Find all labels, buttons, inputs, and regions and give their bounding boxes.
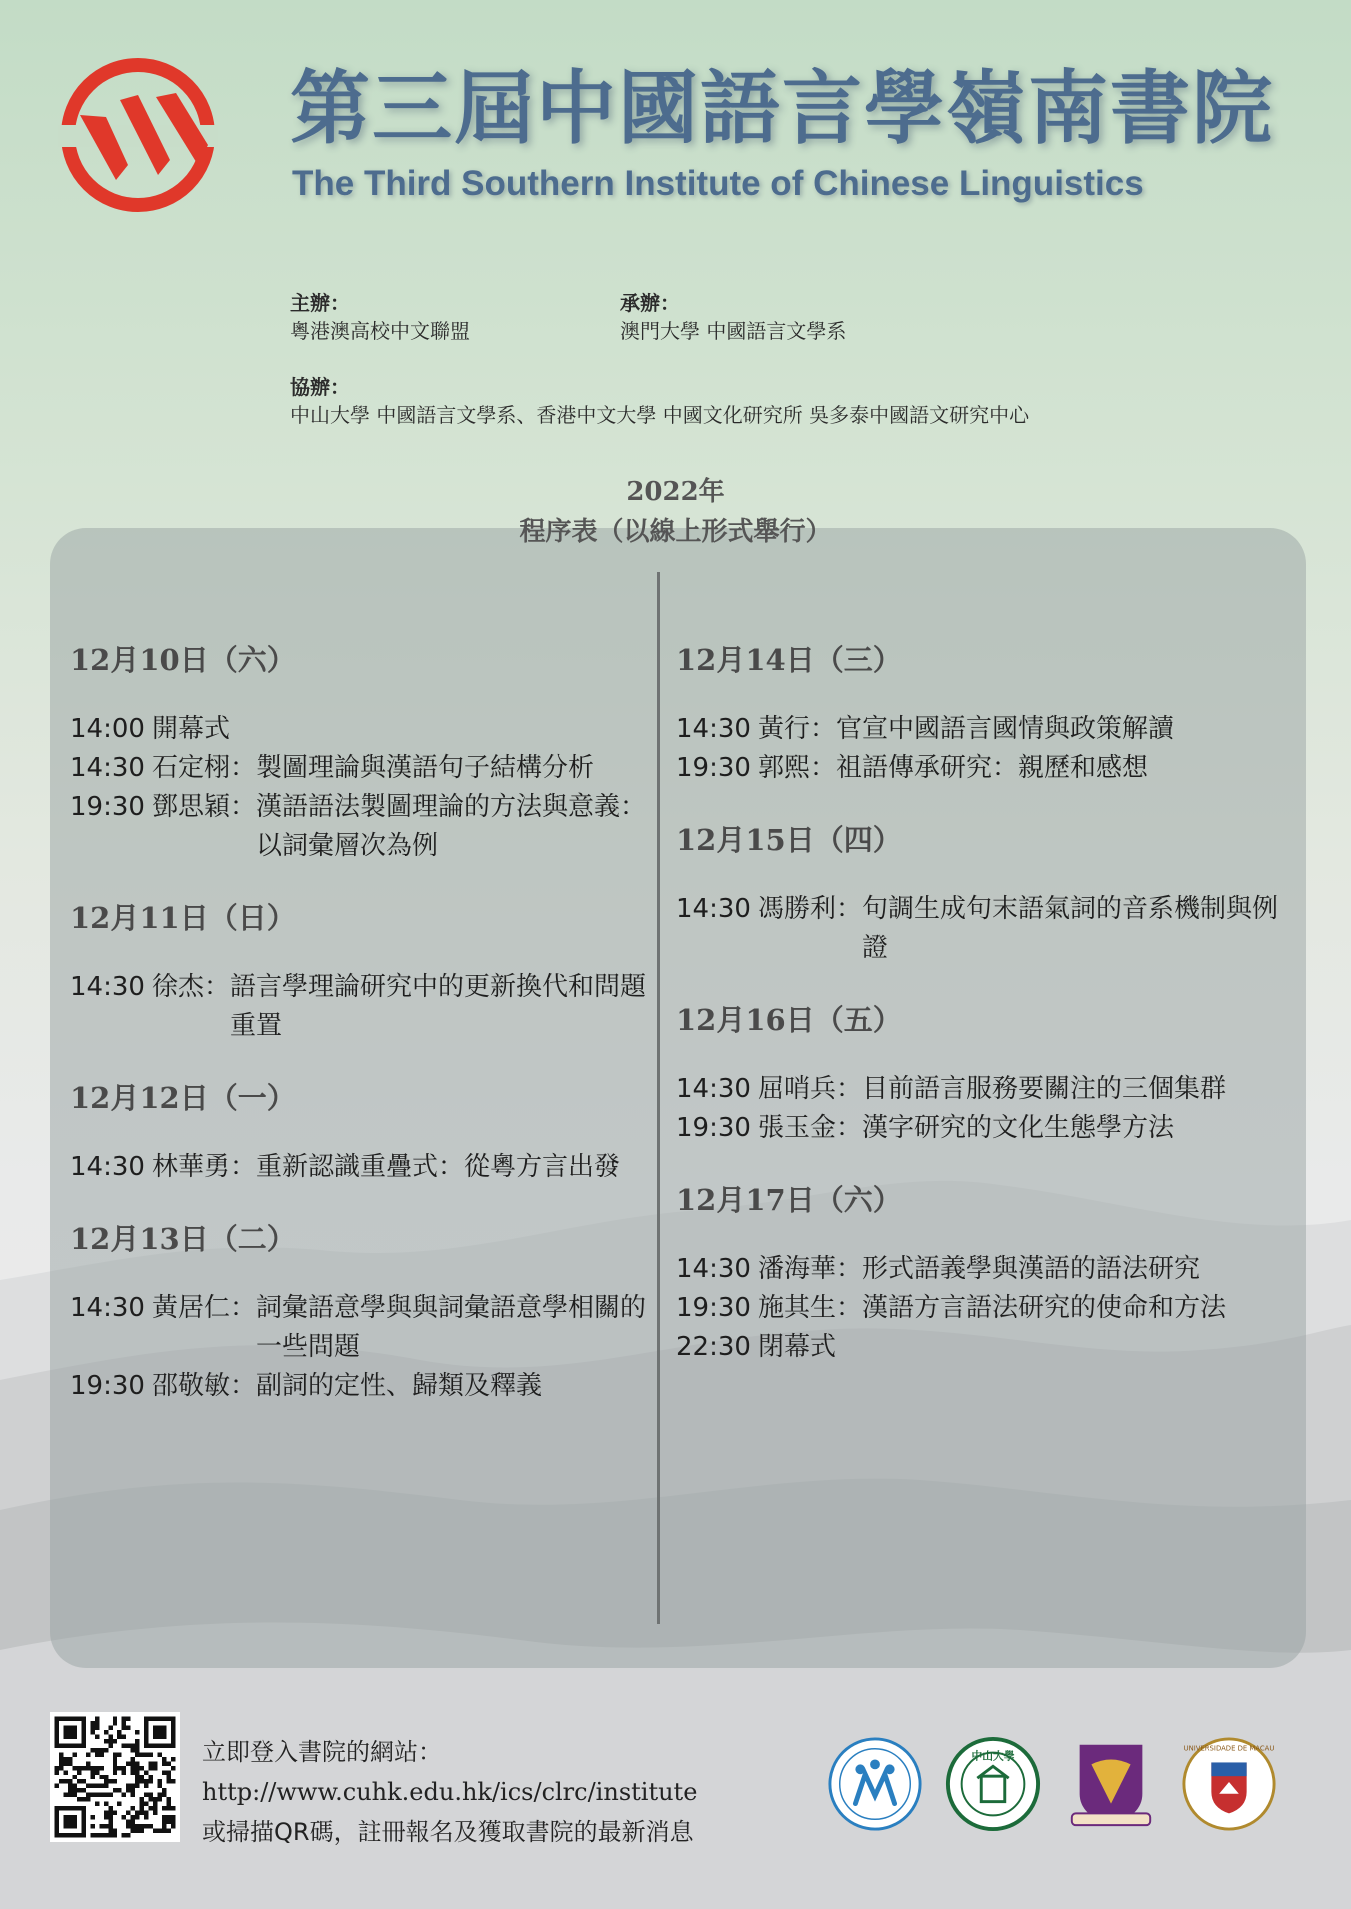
day-heading: 12月15日（四） <box>676 823 902 857</box>
sysu-logo <box>944 1735 1042 1833</box>
event-row <box>676 890 1296 968</box>
event-row <box>70 1148 650 1187</box>
event-list <box>676 1070 1296 1148</box>
event-topic: 詞彙語意學與與詞彙語意學相關的一些問題 <box>256 1293 647 1362</box>
co-organizer-label: 協辦： <box>290 375 350 399</box>
event-time: 22:30 <box>676 1332 751 1362</box>
co-organizer-value: 中山大學 中國語言文學系、香港中文大學 中國文化研究所 吳多泰中國語文研究中心 <box>290 403 1030 427</box>
organizer-label: 承辦： <box>620 291 680 315</box>
host-value: 粵港澳高校中文聯盟 <box>290 319 470 343</box>
event-time: 14:30 <box>676 894 751 924</box>
event-time: 14:30 <box>70 1293 145 1323</box>
event-time: 19:30 <box>70 792 145 822</box>
schedule-column-left <box>70 640 650 1438</box>
event-time: 14:30 <box>676 1254 751 1284</box>
event-time: 14:30 <box>70 753 145 783</box>
event-topic <box>230 710 650 749</box>
event-time: 14:30 <box>676 1074 751 1104</box>
day-heading: 12月16日（五） <box>676 1003 902 1037</box>
event-time: 14:30 <box>676 714 751 744</box>
event-row <box>70 788 650 866</box>
event-speaker: 徐杰： <box>152 972 231 1002</box>
event-row <box>676 1328 1296 1367</box>
event-row <box>70 1289 650 1367</box>
column-divider <box>657 572 660 1624</box>
event-topic: 漢語語法製圖理論的方法與意義：以詞彙層次為例 <box>256 792 647 861</box>
event-time: 14:30 <box>70 1152 145 1182</box>
event-time: 19:30 <box>676 1293 751 1323</box>
event-row <box>676 1109 1296 1148</box>
event-row <box>676 749 1296 788</box>
organizer-value: 澳門大學 中國語言文學系 <box>620 319 847 343</box>
event-row <box>70 710 650 749</box>
event-list <box>676 1250 1296 1367</box>
event-topic: 句調生成句末語氣詞的音系機制與例證 <box>862 894 1279 963</box>
day-heading: 12月10日（六） <box>70 643 296 677</box>
event-topic: 語言學理論研究中的更新換代和問題重置 <box>230 972 647 1041</box>
program-year: 2022年 <box>626 477 725 507</box>
event-topic: 祖語傳承研究：親歷和感想 <box>836 753 1149 783</box>
event-time: 14:00 <box>70 714 145 744</box>
event-time: 14:30 <box>70 972 145 1002</box>
event-topic: 漢語方言語法研究的使命和方法 <box>862 1293 1227 1323</box>
day-heading: 12月12日（一） <box>70 1081 296 1115</box>
day-heading: 12月13日（二） <box>70 1222 296 1256</box>
event-row <box>676 710 1296 749</box>
event-speaker: 黃居仁： <box>152 1293 257 1323</box>
event-topic <box>836 1328 1296 1367</box>
day-heading: 12月11日（日） <box>70 901 296 935</box>
cuhk-logo <box>1062 1735 1160 1833</box>
event-speaker: 張玉金： <box>758 1113 863 1143</box>
title-english: The Third Southern Institute of Chinese Linguistics <box>292 164 1144 203</box>
event-topic: 副詞的定性、歸類及釋義 <box>256 1371 543 1401</box>
program-title: 程序表（以線上形式舉行） <box>519 517 832 547</box>
event-speaker: 郭熙： <box>758 753 837 783</box>
event-list <box>70 710 650 866</box>
event-topic: 重新認識重疊式：從粵方言出發 <box>256 1152 621 1182</box>
event-speaker: 施其生： <box>758 1293 863 1323</box>
event-list <box>70 1289 650 1406</box>
sysu-logo-text: 中山大學 <box>971 1749 1015 1763</box>
event-speaker: 石定栩： <box>152 753 257 783</box>
event-list <box>70 1148 650 1187</box>
event-row <box>70 1367 650 1406</box>
event-list <box>70 968 650 1046</box>
event-speaker: 鄧思穎： <box>152 792 257 822</box>
event-list <box>676 890 1296 968</box>
event-row <box>676 1070 1296 1109</box>
event-speaker: 開幕式 <box>152 714 231 744</box>
event-row <box>676 1289 1296 1328</box>
day-heading: 12月17日（六） <box>676 1183 902 1217</box>
event-topic: 目前語言服務要關注的三個集群 <box>862 1074 1227 1104</box>
event-topic: 製圖理論與漢語句子結構分析 <box>256 753 595 783</box>
event-list <box>676 710 1296 788</box>
um-logo <box>1180 1735 1278 1833</box>
event-speaker: 邵敬敏： <box>152 1371 257 1401</box>
event-speaker: 黃行： <box>758 714 837 744</box>
event-row <box>70 749 650 788</box>
event-topic: 形式語義學與漢語的語法研究 <box>862 1254 1201 1284</box>
event-speaker: 林華勇： <box>152 1152 257 1182</box>
event-speaker: 屈哨兵： <box>758 1074 863 1104</box>
website-prompt: 立即登入書院的網站： <box>202 1738 442 1766</box>
event-speaker: 潘海華： <box>758 1254 863 1284</box>
event-row <box>70 968 650 1046</box>
event-speaker: 閉幕式 <box>758 1332 837 1362</box>
day-heading: 12月14日（三） <box>676 643 902 677</box>
event-time: 19:30 <box>676 753 751 783</box>
event-topic: 官宣中國語言國情與政策解讀 <box>836 714 1175 744</box>
website-link[interactable]: http://www.cuhk.edu.hk/ics/clrc/institute <box>202 1778 698 1806</box>
event-speaker: 馮勝利： <box>758 894 863 924</box>
um-logo-text: UNIVERSIDADE DE MACAU <box>1183 1744 1275 1753</box>
qr-code[interactable] <box>50 1712 180 1842</box>
event-topic: 漢字研究的文化生態學方法 <box>862 1113 1175 1143</box>
register-note: 或掃描QR碼，註冊報名及獲取書院的最新消息 <box>202 1818 694 1846</box>
event-row <box>676 1250 1296 1289</box>
gba-alliance-logo <box>826 1735 924 1833</box>
event-time: 19:30 <box>70 1371 145 1401</box>
institute-logo <box>58 55 218 215</box>
event-time: 19:30 <box>676 1113 751 1143</box>
schedule-column-right <box>676 640 1296 1399</box>
title-chinese: 第三屆中國語言學嶺南書院 <box>290 61 1274 155</box>
host-label: 主辦： <box>290 291 350 315</box>
